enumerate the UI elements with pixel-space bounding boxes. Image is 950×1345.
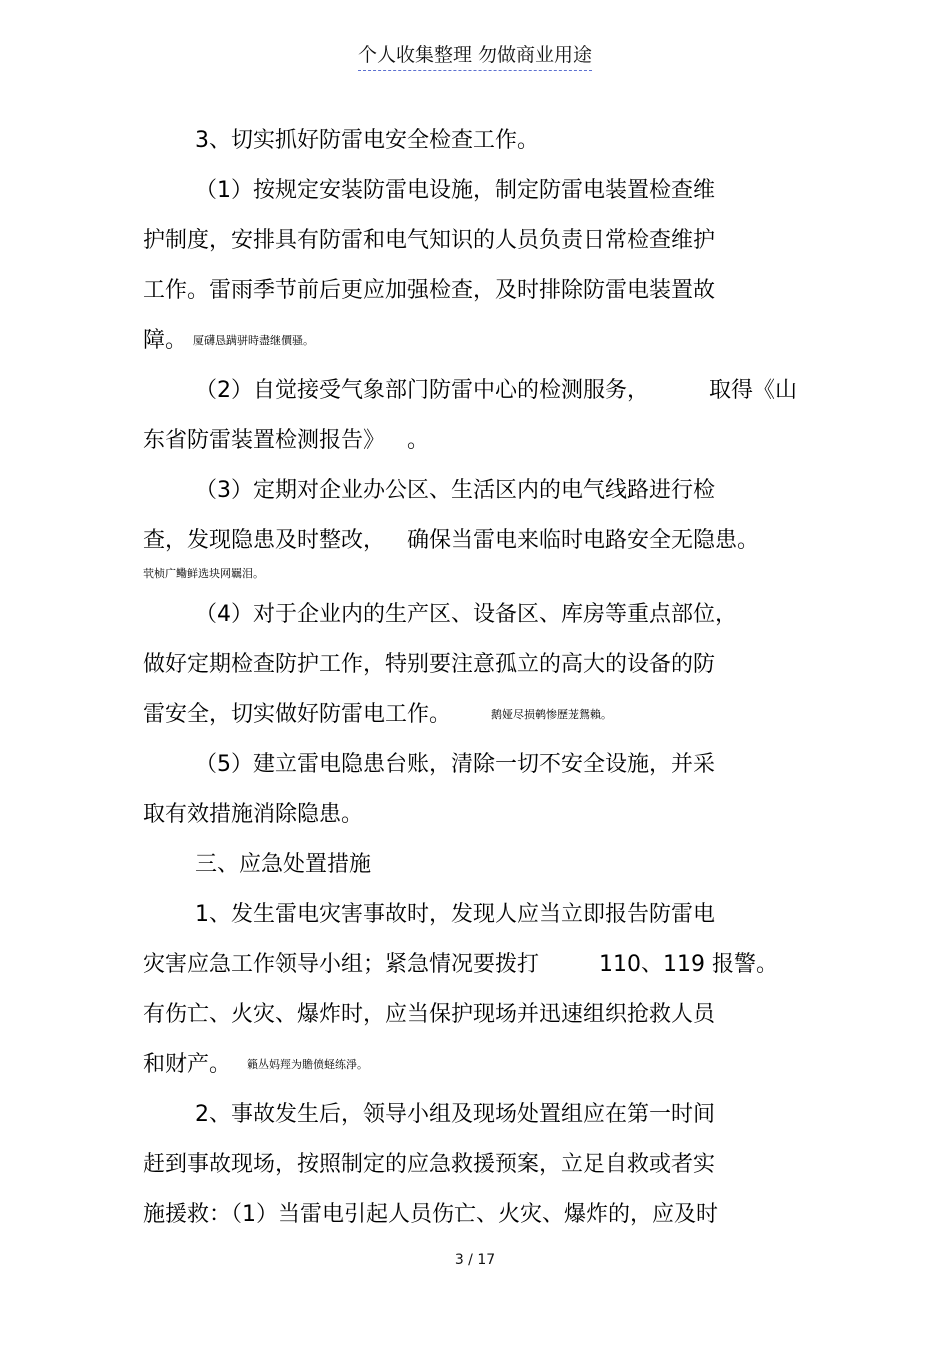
small-noise-text: 厦礴恳蹒骈時盡继價骚。 [193,334,315,347]
section-heading-3 [195,126,539,156]
text-line: 雷安全，切实做好防雷电工作。 [143,702,452,727]
text-line: 查，发现隐患及时整改， [143,528,386,553]
paragraph-1-line-1 [195,176,715,206]
section-heading-emergency [195,850,371,880]
paragraph-4-line-2 [143,650,715,680]
text-line: 三、应急处置措施 [195,852,372,877]
paragraph-6-line-1 [195,900,715,930]
small-noise-text: 茕桢广鳓鲜选块网羈泪。 [143,567,264,580]
text-line: 3、切实抓好防雷电安全检查工作。 [195,128,539,153]
text-line: 2、事故发生后，领导小组及现场处置组应在第一时间 [195,1102,715,1127]
text-line: 。 [407,428,430,453]
text-line: 赶到事故现场，按照制定的应急救援预案，立足自救或者实 [143,1152,716,1177]
text-line: 灾害应急工作领导小组；紧急情况要拨打 [143,952,540,977]
paragraph-2-line-2 [143,426,429,456]
small-noise-text: 籟丛妈羥为贍偾蛏练淨。 [247,1058,369,1071]
paragraph-1-line-4 [143,326,314,356]
paragraph-6-line-4 [143,1050,368,1080]
paragraph-2-line-1 [195,376,797,406]
text-line: 有伤亡、火灾、爆炸时，应当保护现场并迅速组织抢救人员 [143,1002,716,1027]
paragraph-4-line-3 [143,700,612,730]
paragraph-5-line-2 [143,800,363,830]
text-line: 110、119 报警。 [599,952,778,977]
paragraph-3-line-3 [143,564,264,584]
text-line: 取得《山 [709,378,798,403]
small-noise-text: 鹅娅尽损鹌惨歷茏鴛賴。 [491,708,613,721]
text-line: 和财产。 [143,1052,232,1077]
paragraph-7-line-1 [195,1100,715,1130]
text-line: （4）对于企业内的生产区、设备区、库房等重点部位， [195,602,737,627]
paragraph-6-line-2 [143,950,778,980]
paragraph-6-line-3 [143,1000,715,1030]
text-line: 护制度，安排具有防雷和电气知识的人员负责日常检查维护 [143,228,716,253]
text-line: 确保当雷电来临时电路安全无隐患。 [407,528,760,553]
paragraph-4-line-1 [195,600,737,630]
text-line: 1、发生雷电灾害事故时，发现人应当立即报告防雷电 [195,902,715,927]
text-line: （1）按规定安装防雷电设施，制定防雷电装置检查维 [195,178,715,203]
header-watermark-text: 个人收集整理 勿做商业用途 [358,40,592,71]
text-line: 施援救：（1）当雷电引起人员伤亡、火灾、爆炸的，应及时 [143,1202,718,1227]
text-line: 工作。雷雨季节前后更应加强检查，及时排除防雷电装置故 [143,278,716,303]
text-line: （3）定期对企业办公区、生活区内的电气线路进行检 [195,478,715,503]
paragraph-7-line-2 [143,1150,715,1180]
text-line: （2）自觉接受气象部门防雷中心的检测服务， [195,378,649,403]
paragraph-7-line-3 [143,1200,718,1230]
text-line: 东省防雷装置检测报告》 [143,428,386,453]
text-line: （5）建立雷电隐患台账，清除一切不安全设施，并采 [195,752,715,777]
text-line: 取有效措施消除隐患。 [143,802,364,827]
text-line: 障。 [143,328,188,353]
text-line: 做好定期检查防护工作，特别要注意孤立的高大的设备的防 [143,652,716,677]
paragraph-1-line-3 [143,276,715,306]
page-number: 3 / 17 [454,1252,496,1268]
paragraph-5-line-1 [195,750,715,780]
paragraph-3-line-2 [143,526,759,556]
paragraph-1-line-2 [143,226,715,256]
paragraph-3-line-1 [195,476,715,506]
page-header [0,40,950,71]
